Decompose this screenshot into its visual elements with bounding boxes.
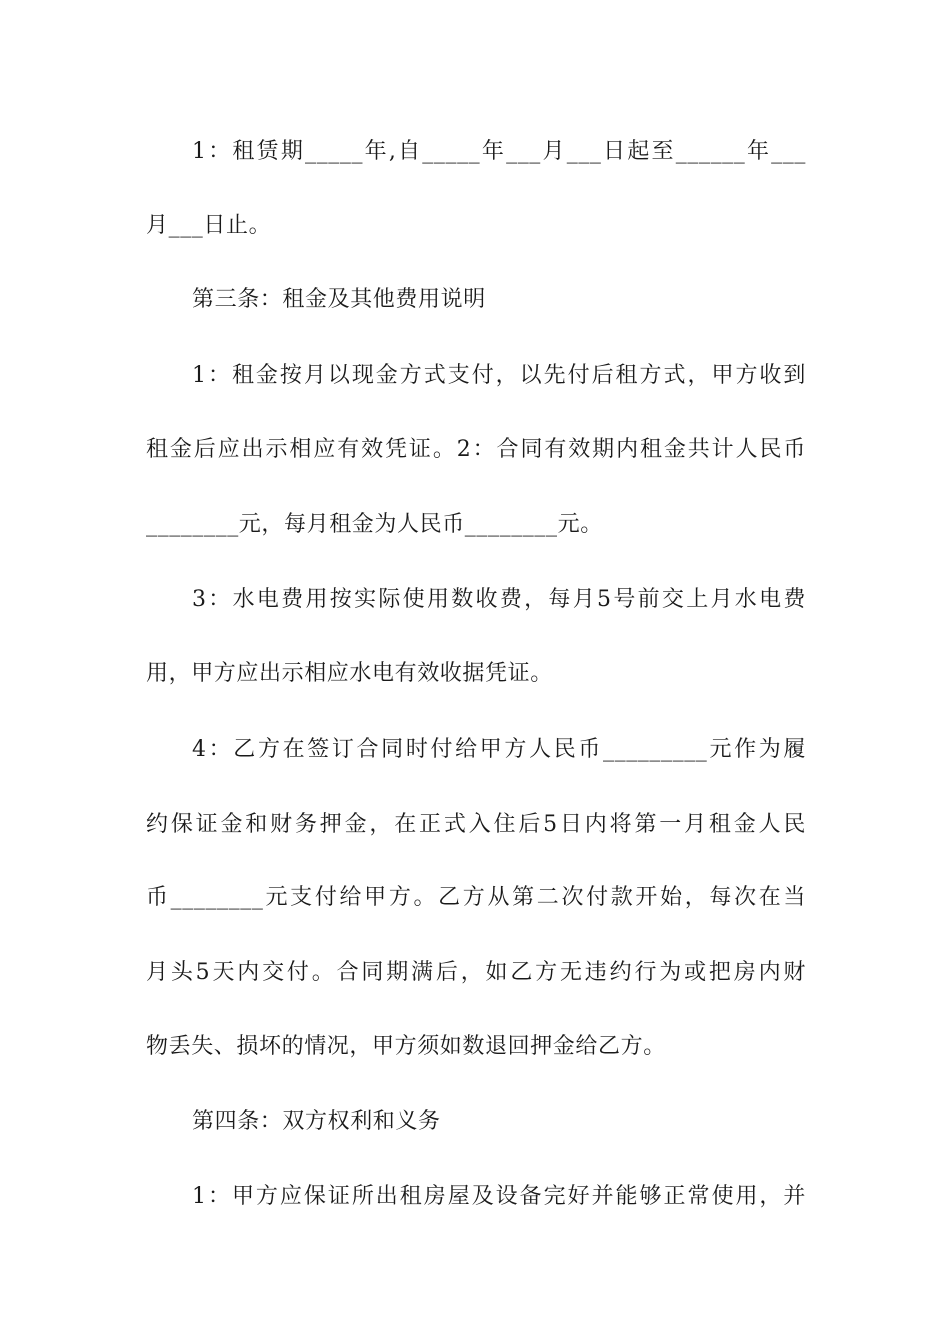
text-line-deposit-first-month: 约保证金和财务押金，在正式入住后5日内将第一月租金人民	[146, 812, 806, 837]
text-line-utilities-receipt: 用，甲方应出示相应水电有效收据凭证。	[146, 661, 553, 686]
text-line-rent-amount: ________元，每月租金为人民币________元。	[146, 512, 603, 537]
text-line-utilities: 3：水电费用按实际使用数收费，每月5号前交上月水电费	[192, 587, 806, 612]
section-heading-article-3: 第三条：租金及其他费用说明	[192, 287, 486, 312]
text-line-deposit-return: 物丢失、损坏的情况，甲方须如数退回押金给乙方。	[146, 1034, 666, 1059]
text-line-deposit: 4：乙方在签订合同时付给甲方人民币_________元作为履	[192, 737, 806, 762]
section-heading-article-4: 第四条：双方权利和义务	[192, 1109, 441, 1134]
text-line-lease-term: 1：租赁期_____年,自_____年___月___日起至______年___	[192, 139, 806, 164]
text-line-lease-term-end: 月___日止。	[146, 213, 272, 238]
text-line-rent-payment: 1：租金按月以现金方式支付，以先付后租方式，甲方收到	[192, 363, 806, 388]
text-line-payment-schedule: 币________元支付给甲方。乙方从第二次付款开始，每次在当	[146, 885, 806, 910]
text-line-rent-receipt: 租金后应出示相应有效凭证。2：合同有效期内租金共计人民币	[146, 437, 806, 462]
text-line-contract-expiry: 月头5天内交付。合同期满后，如乙方无违约行为或把房内财	[146, 960, 806, 985]
text-line-landlord-obligations: 1：甲方应保证所出租房屋及设备完好并能够正常使用，并	[192, 1184, 806, 1209]
